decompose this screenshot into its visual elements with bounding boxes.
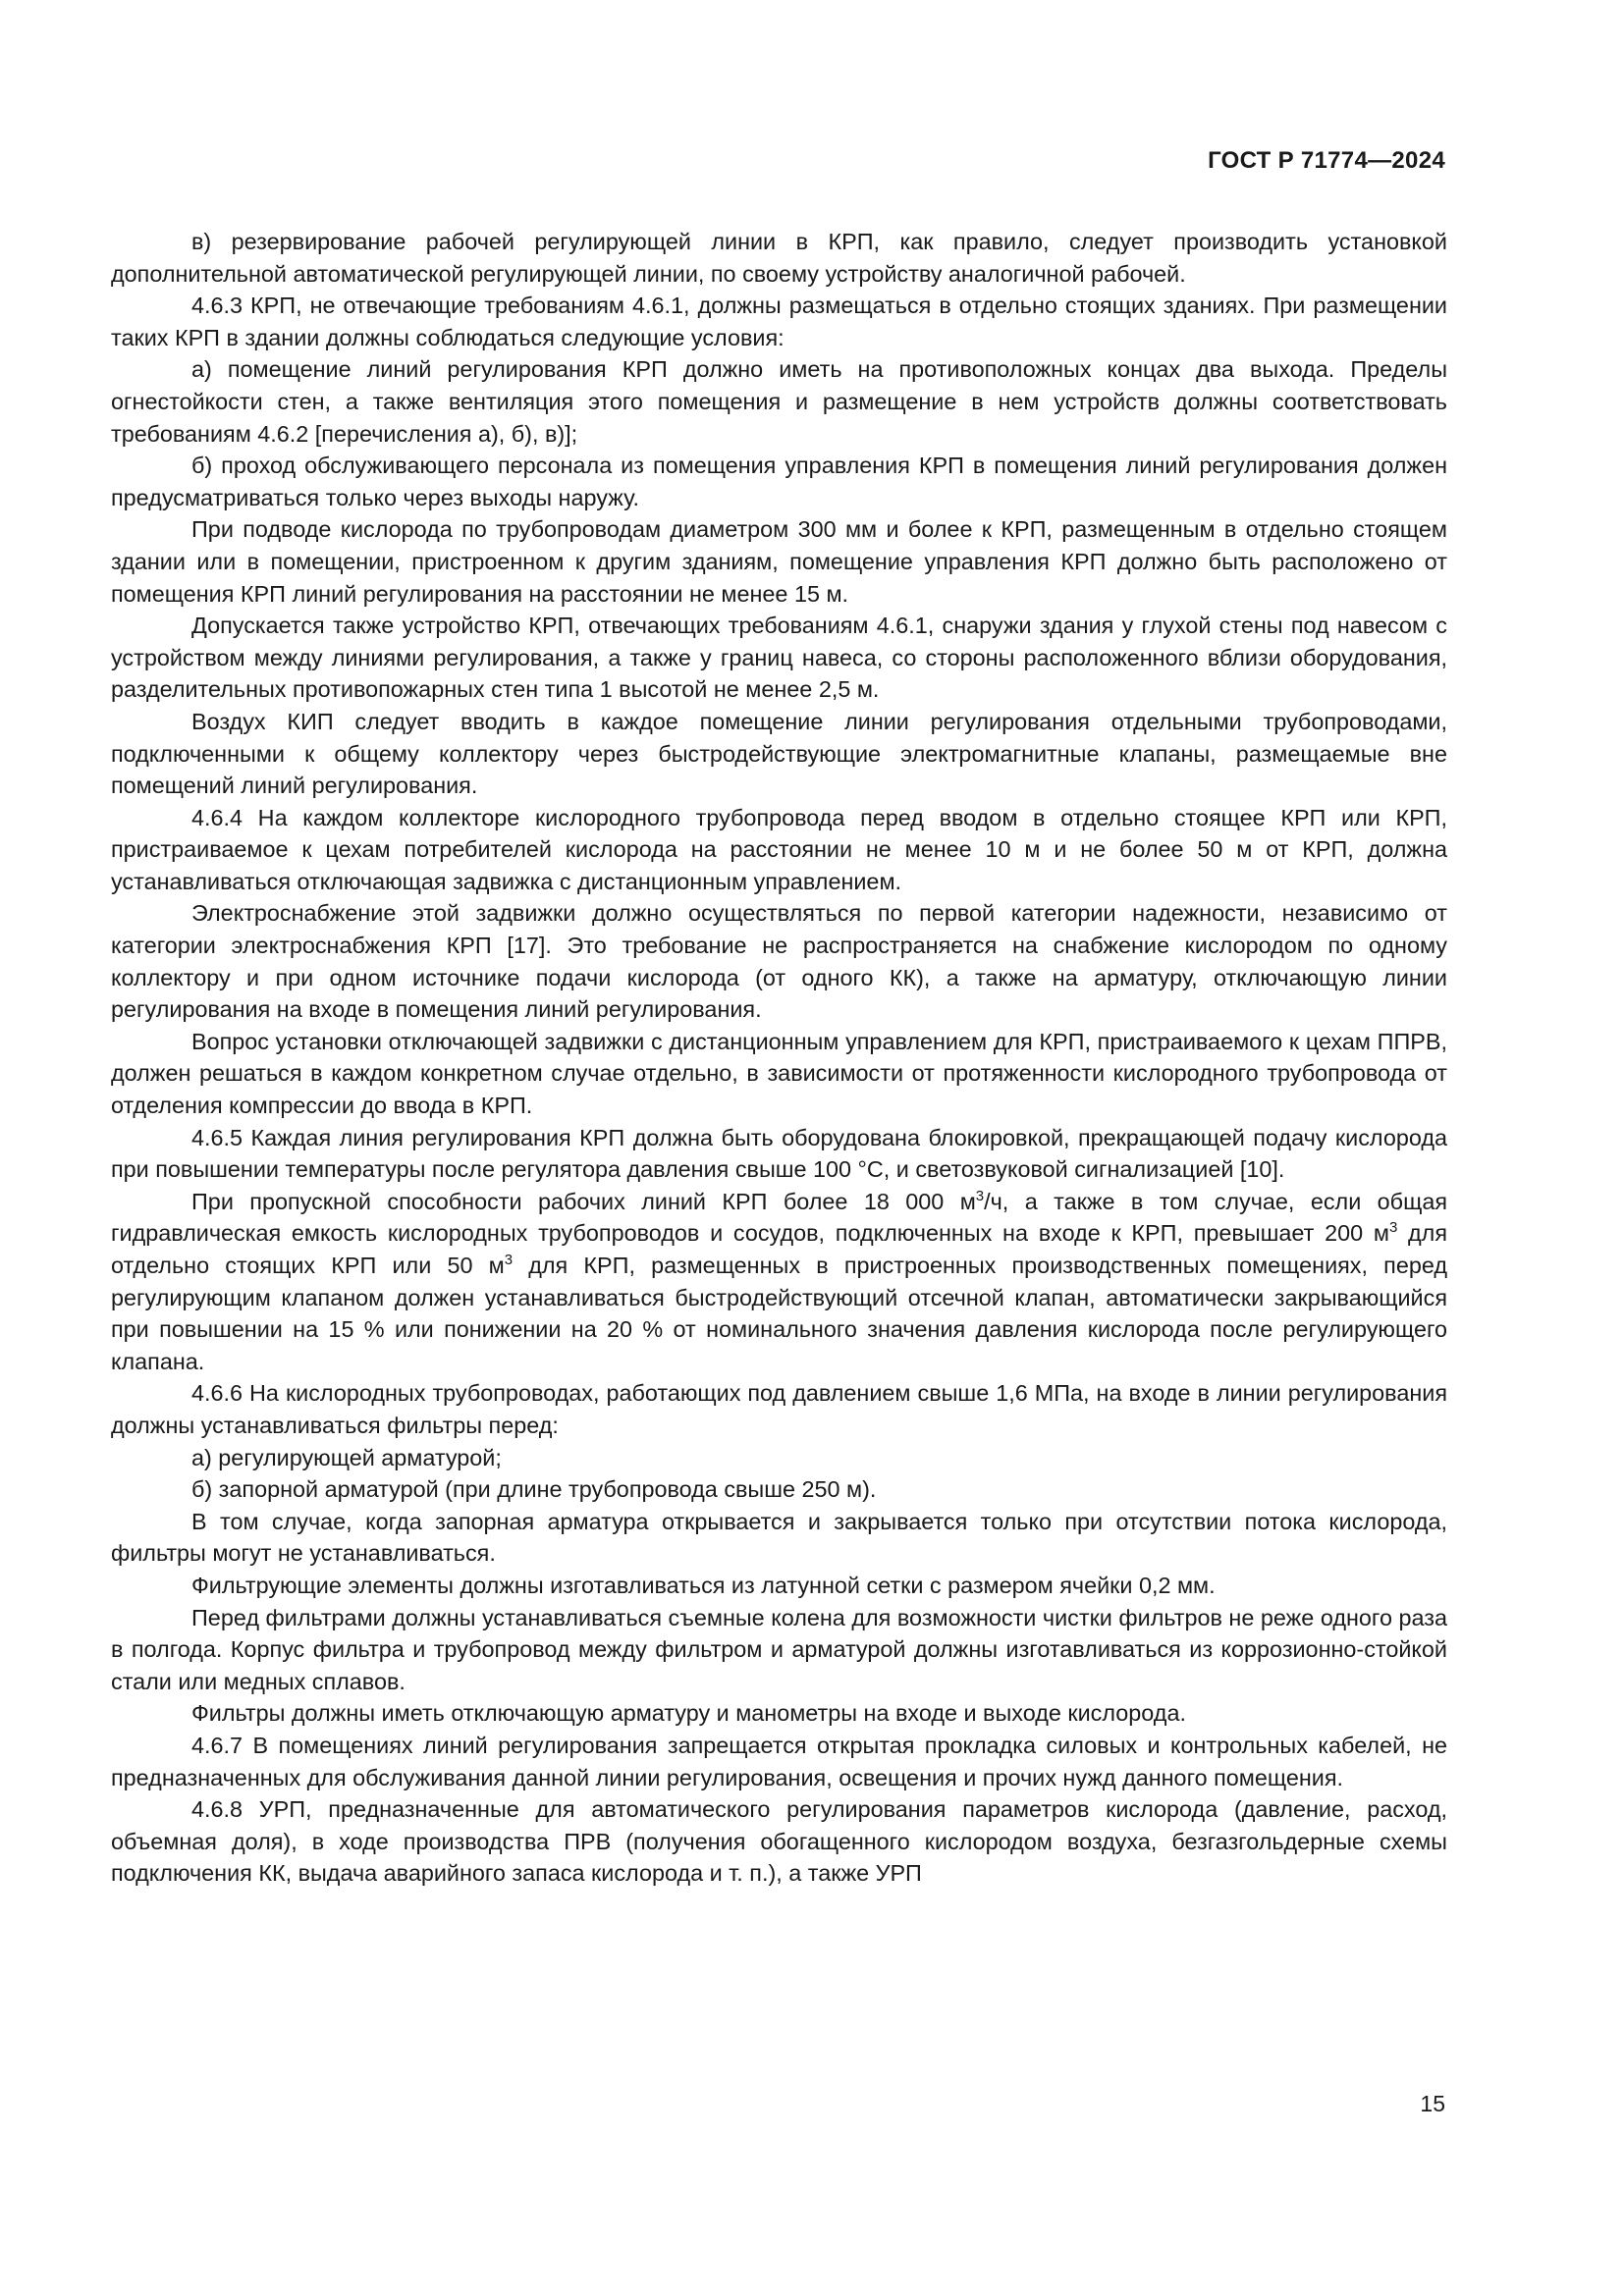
- paragraph: 4.6.7 В помещениях линий регулирования запрещается открытая прокладка силовых и контрольных кабелей, не предназначенных для обслуживания данной линии регулирования, освещения и прочих нужд данного помещения.: [111, 1732, 1447, 1790]
- paragraph: В том случае, когда запорная арматура открывается и закрывается только при отсутствии потока кислорода, фильтры могут не устанавливаться.: [111, 1508, 1447, 1567]
- text-run: для отдельно стоящих КРП или 50 м: [111, 1220, 1448, 1278]
- text-run: /ч, а также в том случае, если общая гидравлическая емкость кислородных трубопроводов и сосудов, подключенных на входе к КРП, превышает 200 м: [111, 1188, 1447, 1247]
- paragraph: 4.6.6 На кислородных трубопроводах, работающих под давлением свыше 1,6 МПа, на входе в линии регулирования должны устанавливаться фильтры перед:: [111, 1380, 1447, 1438]
- paragraph: Вопрос установки отключающей задвижки с дистанционным управлением для КРП, пристраиваемого к цехам ППРВ, должен решаться в каждом конкретном случае отдельно, в зависимости от протяженности кислородного трубопровода от отделения компрессии до ввода в КРП.: [111, 1028, 1447, 1119]
- text-run: для КРП, размещенных в пристроенных производственных помещениях, перед регулирующим клапаном должен устанавливаться быстродействующий отсечной клапан, автоматически закрывающийся при повышении на 15 % или понижении на 20 % от номинального значения давления кислорода после регулирующего клапана.: [111, 1253, 1448, 1374]
- paragraph: 4.6.5 Каждая линия регулирования КРП должна быть оборудована блокировкой, прекращающей подачу кислорода при повышении температуры после регулятора давления свыше 100 °С, и светозвуковой сигнализацией [10].: [111, 1124, 1447, 1183]
- paragraph: 4.6.8 УРП, предназначенные для автоматического регулирования параметров кислорода (давление, расход, объемная доля), в ходе производства ПРВ (получения обогащенного кислородом воздуха, безгазгольдерные схемы подключения КК, выдача аварийного запаса кислорода и т. п.), а также УРП: [111, 1796, 1447, 1887]
- superscript: 3: [504, 1252, 514, 1268]
- paragraph: а) помещение линий регулирования КРП должно иметь на противоположных концах два выхода. Пределы огнестойкости стен, а также вентиляция этого помещения и размещение в нем устройств должны соответствовать требованиям 4.6.2 [перечисления а), б), в)];: [111, 356, 1447, 447]
- paragraph: Воздух КИП следует вводить в каждое помещение линии регулирования отдельными трубопроводами, подключенными к общему коллектору через быстродействующие электромагнитные клапаны, размещаемые вне помещений линий регулирования.: [111, 708, 1447, 799]
- paragraph: Фильтрующие элементы должны изготавливаться из латунной сетки с размером ячейки 0,2 мм.: [191, 1572, 1216, 1598]
- superscript: 3: [1388, 1219, 1398, 1237]
- paragraph: а) регулирующей арматурой;: [191, 1444, 502, 1470]
- document-header: ГОСТ Р 71774—2024: [1208, 147, 1445, 174]
- text-run: При пропускной способности рабочих линий КРП более 18 000 м: [191, 1188, 976, 1214]
- paragraph: 4.6.4 На каждом коллекторе кислородного трубопровода перед вводом в отдельно стоящее КРП или КРП, пристраиваемое к цехам потребителей кислорода на расстоянии не менее 10 м и не более 50 м от КРП, должна устанавливаться отключающая задвижка с дистанционным управлением.: [111, 804, 1447, 894]
- paragraph: Перед фильтрами должны устанавливаться съемные колена для возможности чистки фильтров не реже одного раза в полгода. Корпус фильтра и трубопровод между фильтром и арматурой должны изготавливаться из коррозионно-стойкой стали или медных сплавов.: [111, 1604, 1447, 1694]
- page-number: 15: [1420, 2091, 1445, 2116]
- document-body: [111, 226, 1447, 1890]
- paragraph: в) резервирование рабочей регулирующей линии в КРП, как правило, следует производить установкой дополнительной автоматической регулирующей линии, по своему устройству аналогичной рабочей.: [111, 229, 1447, 287]
- paragraph-flow-capacity: [111, 1186, 1447, 1378]
- superscript: 3: [975, 1187, 985, 1204]
- paragraph: При подводе кислорода по трубопроводам диаметром 300 мм и более к КРП, размещенным в отдельно стоящем здании или в помещении, пристроенном к другим зданиям, помещение управления КРП должно быть расположено от помещения КРП линий регулирования на расстоянии не менее 15 м.: [111, 516, 1447, 607]
- paragraph: Электроснабжение этой задвижки должно осуществляться по первой категории надежности, независимо от категории электроснабжения КРП [17]. Это требование не распространяется на снабжение кислородом по одному коллектору и при одном источнике подачи кислорода (от одного КК), а также на арматуру, отключающую линии регулирования на входе в помещения линий регулирования.: [111, 900, 1447, 1023]
- paragraph: 4.6.3 КРП, не отвечающие требованиям 4.6.1, должны размещаться в отдельно стоящих зданиях. При размещении таких КРП в здании должны соблюдаться следующие условия:: [111, 293, 1447, 350]
- paragraph: Допускается также устройство КРП, отвечающих требованиям 4.6.1, снаружи здания у глухой стены под навесом с устройством между линиями регулирования, а также у границ навеса, со стороны расположенного вблизи оборудования, разделительных противопожарных стен типа 1 высотой не менее 2,5 м.: [111, 613, 1447, 703]
- paragraph: б) запорной арматурой (при длине трубопровода свыше 250 м).: [191, 1476, 877, 1503]
- paragraph: Фильтры должны иметь отключающую арматуру и манометры на входе и выходе кислорода.: [191, 1700, 1186, 1727]
- paragraph: б) проход обслуживающего персонала из помещения управления КРП в помещения линий регулирования должен предусматриваться только через выходы наружу.: [111, 453, 1447, 510]
